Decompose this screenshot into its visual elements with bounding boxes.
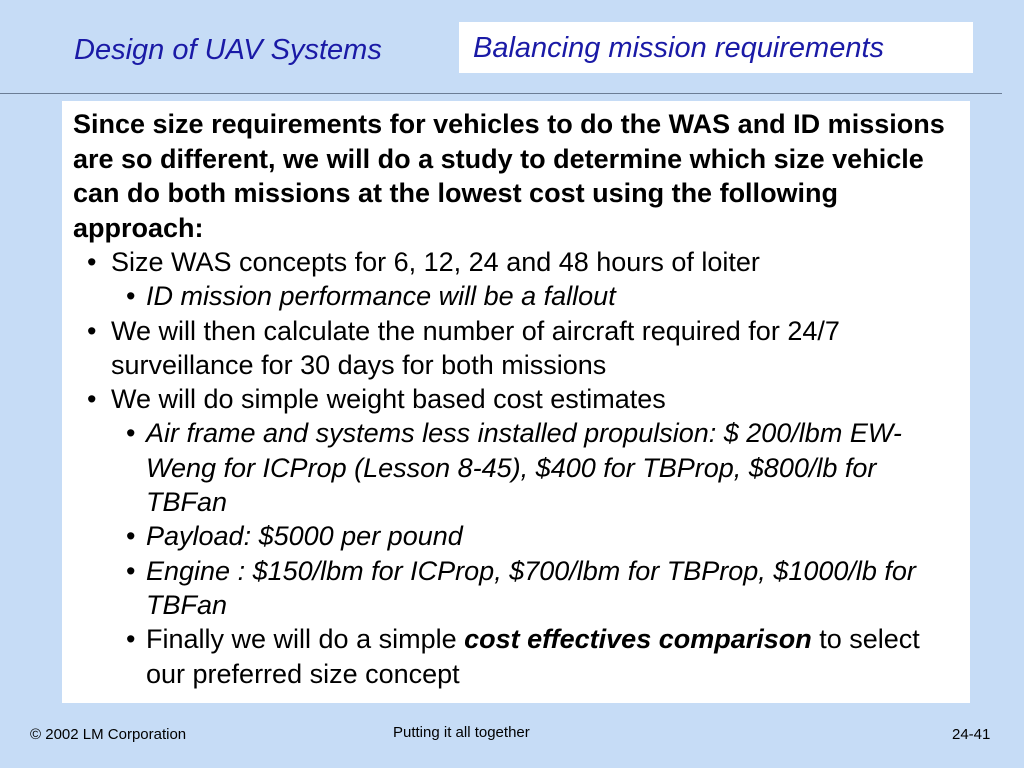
bullet-glyph: • xyxy=(126,555,136,586)
bullet-glyph: • xyxy=(126,281,136,312)
bullet-level2-engine-cost xyxy=(73,554,962,623)
copyright-text: 2002 LM Corporation xyxy=(45,726,187,743)
bullet-glyph: • xyxy=(126,521,136,552)
copyright-symbol: © xyxy=(30,726,42,743)
content-panel xyxy=(62,101,970,703)
course-title: Design of UAV Systems xyxy=(74,34,382,66)
slide-title-box xyxy=(459,22,973,73)
slide-title: Balancing mission requirements xyxy=(473,32,885,64)
bullet-level1-aircraft-count xyxy=(73,314,962,383)
bullet-level1-was-concepts xyxy=(73,245,962,279)
bullet-text-after: to select our preferred size concept xyxy=(146,624,920,689)
header-divider xyxy=(0,93,1002,94)
bullet-level2-id-fallout xyxy=(73,279,962,313)
bullet-glyph: • xyxy=(87,315,97,346)
bullet-glyph: • xyxy=(87,247,97,277)
bullet-text: We will then calculate the number of aircraft required for 24/7 surveillance for 30 days for both missions xyxy=(111,315,840,380)
page-number: 24-41 xyxy=(952,726,991,743)
bullet-text-emphasis: cost effectives comparison xyxy=(464,624,812,655)
bullet-glyph: • xyxy=(126,624,136,655)
footer-center-text: Putting it all together xyxy=(393,724,530,741)
bullet-level1-cost-estimates xyxy=(73,382,962,416)
bullet-level2-airframe-cost xyxy=(73,416,962,519)
bullet-glyph: • xyxy=(126,418,136,449)
bullet-text: Size WAS concepts for 6, 12, 24 and 48 hours of loiter xyxy=(111,247,760,277)
bullet-text: ID mission performance will be a fallout xyxy=(146,281,616,312)
bullet-text: Engine : $150/lbm for ICProp, $700/lbm for TBProp, $1000/lb for TBFan xyxy=(146,555,916,620)
bullet-text: Air frame and systems less installed propulsion: $ 200/lbm EW-Weng for ICProp (Lesson 8-45), $400 for TBProp, $800/lb for TBFan xyxy=(146,418,902,518)
bullet-level2-comparison xyxy=(73,622,962,691)
bullet-text: We will do simple weight based cost estimates xyxy=(111,384,666,415)
bullet-level2-payload-cost xyxy=(73,519,962,553)
bullet-glyph: • xyxy=(87,384,97,415)
bullet-text-before: Finally we will do a simple xyxy=(146,624,465,655)
bullet-text: Payload: $5000 per pound xyxy=(146,521,463,552)
intro-paragraph: Since size requirements for vehicles to do the WAS and ID missions are so different, we will do a study to determine which size vehicle can do both missions at the lowest cost using the following approach: xyxy=(73,109,945,243)
footer-copyright xyxy=(30,726,186,743)
